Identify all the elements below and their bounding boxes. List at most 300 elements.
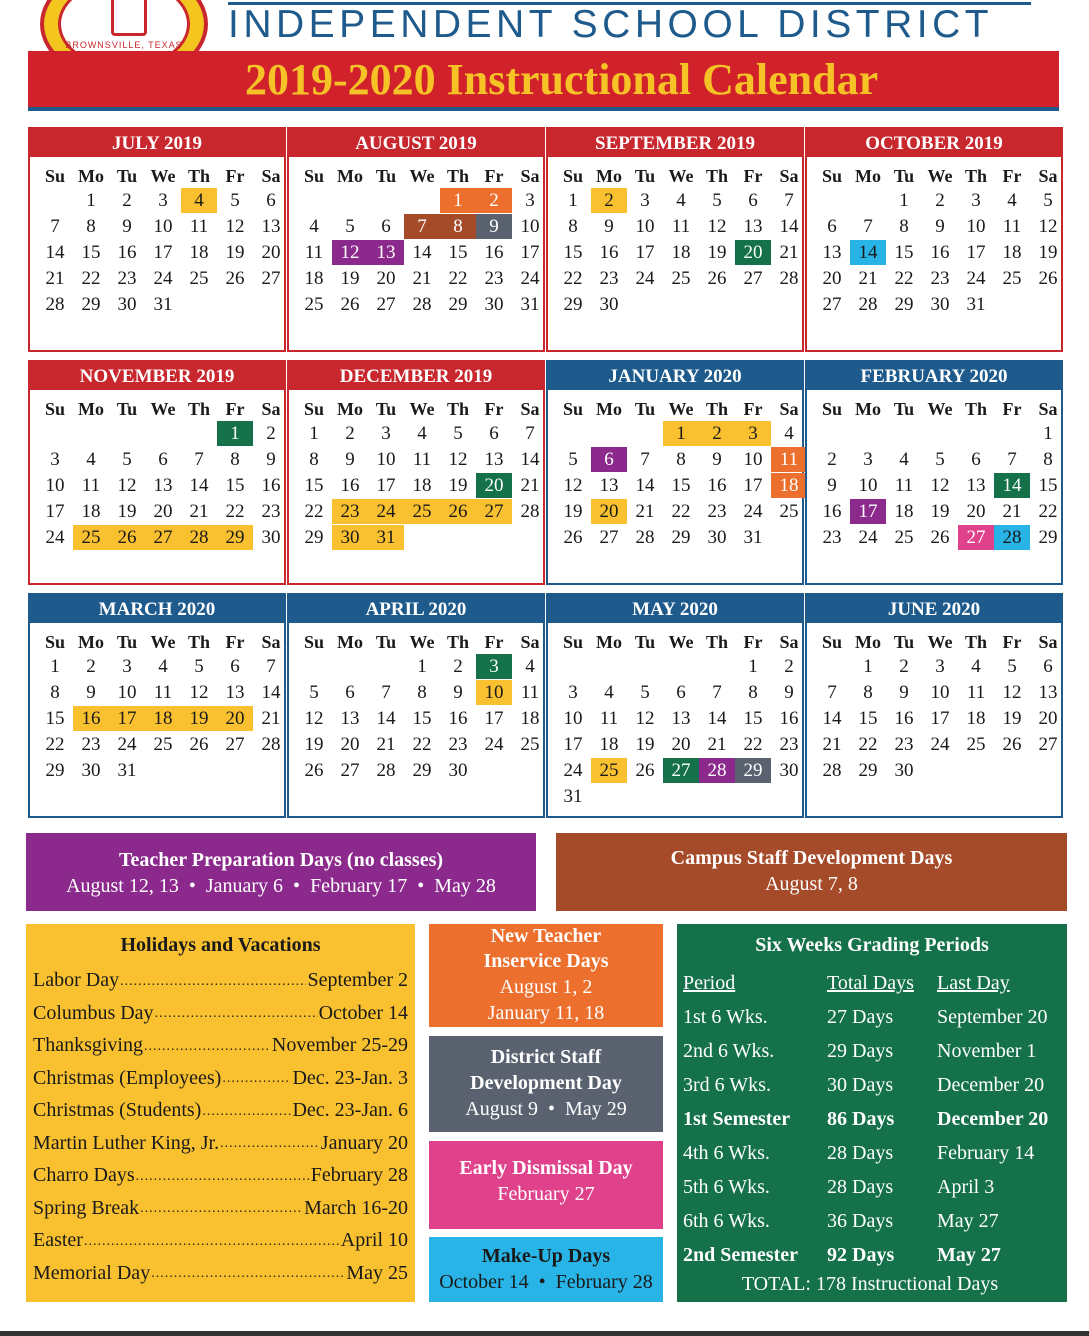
weekday-label: Th	[705, 166, 729, 186]
day-cell: 21	[376, 734, 396, 755]
holiday-date: September 2	[307, 969, 408, 991]
day-cell: 24	[563, 760, 583, 781]
holidays-box	[26, 924, 415, 1302]
day-cell: 23	[332, 499, 368, 524]
day-cell: 25	[73, 525, 109, 550]
holiday-date: Dec. 23-Jan. 3	[292, 1066, 408, 1089]
weekday-label: Tu	[116, 399, 138, 419]
day-cell: 13	[368, 240, 404, 265]
day-cell: 10	[45, 475, 65, 496]
day-cell: 18	[894, 501, 914, 522]
weekday-label: Sa	[520, 399, 540, 419]
day-cell: 6	[1043, 656, 1053, 677]
day-cell: 12	[635, 708, 655, 729]
empty-cell	[404, 188, 440, 213]
weekday-label: Mo	[596, 166, 622, 186]
day-grid	[807, 654, 1061, 784]
day-cell: 5	[345, 216, 355, 237]
day-cell: 7	[863, 216, 873, 237]
day-cell: 11	[894, 475, 914, 496]
empty-cell	[37, 188, 73, 213]
day-grid	[548, 654, 802, 810]
weekday-label: We	[409, 632, 435, 652]
day-cell: 9	[827, 475, 837, 496]
grading-row	[683, 1204, 1067, 1238]
empty-cell	[109, 421, 145, 446]
day-cell: 16	[599, 242, 619, 263]
weekday-label: Tu	[634, 632, 656, 652]
day-cell: 25	[591, 758, 627, 783]
holiday-date: Dec. 23-Jan. 6	[292, 1099, 408, 1121]
day-cell: 22	[448, 268, 468, 289]
month-title: FEBRUARY 2020	[807, 362, 1061, 390]
day-cell: 8	[899, 216, 909, 237]
day-cell: 2	[699, 421, 735, 446]
month-11	[805, 593, 1063, 818]
new-teacher-title-2: Inservice Days	[483, 950, 609, 972]
weekday-label: We	[668, 166, 694, 186]
weekday-header	[289, 397, 543, 421]
day-cell: 17	[109, 706, 145, 731]
day-cell: 16	[930, 242, 950, 263]
weekday-label: Sa	[1038, 166, 1058, 186]
day-cell: 25	[671, 268, 691, 289]
seal-text: BROWNSVILLE, TEXAS	[65, 40, 183, 50]
day-cell: 2	[591, 188, 627, 213]
weekday-label: We	[409, 399, 435, 419]
day-cell: 15	[858, 708, 878, 729]
weekday-label: Sa	[1038, 632, 1058, 652]
grading-last-day: December 20	[937, 1108, 1049, 1130]
day-cell: 21	[412, 268, 432, 289]
teacher-prep-dates: August 12, 13 • January 6 • February 17 • May 28	[66, 875, 496, 897]
day-cell: 2	[476, 188, 512, 213]
day-cell: 20	[340, 734, 360, 755]
day-cell: 23	[448, 734, 468, 755]
day-cell: 18	[966, 708, 986, 729]
weekday-header	[548, 164, 802, 188]
day-cell: 18	[145, 706, 181, 731]
day-cell: 15	[45, 708, 65, 729]
day-cell: 14	[261, 682, 281, 703]
day-cell: 24	[743, 501, 763, 522]
day-cell: 4	[86, 449, 96, 470]
weekday-label: Fr	[484, 399, 504, 419]
day-cell: 30	[930, 294, 950, 315]
day-cell: 19	[225, 242, 245, 263]
day-cell: 26	[930, 527, 950, 548]
weekday-label: Mo	[337, 166, 363, 186]
holiday-row	[33, 1257, 408, 1290]
grading-last-day: December 20	[937, 1074, 1045, 1096]
day-cell: 3	[568, 682, 578, 703]
day-cell: 3	[640, 190, 650, 211]
leader-dots	[220, 1133, 320, 1155]
month-2	[546, 127, 804, 352]
day-cell: 25	[153, 734, 173, 755]
day-grid	[807, 421, 1061, 551]
day-cell: 30	[484, 294, 504, 315]
day-cell: 1	[748, 656, 758, 677]
month-9	[287, 593, 545, 818]
weekday-label: Su	[303, 632, 325, 652]
day-cell: 2	[345, 423, 355, 444]
weekday-label: Su	[44, 166, 66, 186]
day-cell: 27	[822, 294, 842, 315]
makeup-days-dates: October 14 • February 28	[439, 1271, 653, 1293]
day-cell: 21	[520, 475, 540, 496]
weekday-label: Fr	[1002, 166, 1022, 186]
weekday-label: Fr	[1002, 399, 1022, 419]
day-cell: 3	[122, 656, 132, 677]
weekday-label: Tu	[893, 632, 915, 652]
empty-cell	[368, 654, 404, 679]
weekday-label: Su	[821, 399, 843, 419]
month-5	[287, 360, 545, 585]
grading-last-day: November 1	[937, 1040, 1037, 1062]
campus-staff-box	[556, 833, 1067, 911]
grading-row	[683, 1000, 1067, 1034]
district-staff-dates: August 9 • May 29	[465, 1098, 627, 1120]
holiday-row	[33, 1192, 408, 1225]
day-cell: 3	[476, 654, 512, 679]
holiday-row	[33, 1029, 408, 1062]
weekday-label: Fr	[225, 166, 245, 186]
day-cell: 26	[109, 525, 145, 550]
day-cell: 16	[448, 708, 468, 729]
day-cell: 5	[640, 682, 650, 703]
day-cell: 13	[261, 216, 281, 237]
day-cell: 24	[930, 734, 950, 755]
day-cell: 14	[520, 449, 540, 470]
weekday-label: Fr	[743, 632, 763, 652]
month-7	[805, 360, 1063, 585]
day-cell: 14	[635, 475, 655, 496]
weekday-label: We	[927, 632, 953, 652]
day-cell: 29	[735, 758, 771, 783]
weekday-label: Tu	[893, 166, 915, 186]
day-cell: 26	[304, 760, 324, 781]
day-cell: 1	[568, 190, 578, 211]
day-grid	[289, 421, 543, 551]
weekday-label: Su	[562, 166, 584, 186]
day-cell: 25	[520, 734, 540, 755]
weekday-label: Su	[303, 399, 325, 419]
holiday-row	[33, 1159, 408, 1192]
day-cell: 15	[225, 475, 245, 496]
grading-title: Six Weeks Grading Periods	[755, 934, 989, 956]
day-cell: 24	[858, 527, 878, 548]
month-3	[805, 127, 1063, 352]
seal-emblem-icon	[111, 0, 147, 36]
day-cell: 26	[563, 527, 583, 548]
weekday-header	[289, 630, 543, 654]
day-cell: 23	[261, 501, 281, 522]
campus-staff-dates: August 7, 8	[765, 873, 858, 895]
day-cell: 26	[1002, 734, 1022, 755]
day-cell: 20	[822, 268, 842, 289]
day-cell: 21	[858, 268, 878, 289]
grading-last-day: September 20	[937, 1006, 1048, 1028]
day-cell: 8	[230, 449, 240, 470]
weekday-label: Su	[44, 632, 66, 652]
day-cell: 13	[599, 475, 619, 496]
day-cell: 7	[712, 682, 722, 703]
day-cell: 7	[266, 656, 276, 677]
day-cell: 7	[827, 682, 837, 703]
page-bottom-rule	[0, 1331, 1089, 1336]
day-cell: 1	[417, 656, 427, 677]
weekday-label: Th	[705, 632, 729, 652]
day-cell: 16	[779, 708, 799, 729]
weekday-label: Sa	[261, 399, 281, 419]
day-cell: 29	[448, 294, 468, 315]
day-cell: 12	[332, 240, 368, 265]
day-cell: 28	[181, 525, 217, 550]
day-grid	[30, 654, 284, 784]
day-cell: 6	[748, 190, 758, 211]
day-cell: 29	[45, 760, 65, 781]
grading-period: 2nd 6 Wks.	[683, 1040, 775, 1062]
grading-header-total: Total Days	[827, 972, 914, 994]
day-cell: 10	[858, 475, 878, 496]
day-cell: 4	[309, 216, 319, 237]
holiday-name: Labor Day	[33, 969, 120, 991]
day-cell: 6	[266, 190, 276, 211]
weekday-label: Tu	[893, 399, 915, 419]
grading-total-days: 92 Days	[827, 1244, 895, 1266]
weekday-label: Th	[964, 166, 988, 186]
day-cell: 20	[1038, 708, 1058, 729]
day-cell: 4	[417, 423, 427, 444]
day-cell: 24	[117, 734, 137, 755]
district-name: INDEPENDENT SCHOOL DISTRICT	[228, 3, 994, 46]
teacher-prep-title: Teacher Preparation Days (no classes)	[118, 849, 444, 871]
day-grid	[548, 421, 802, 551]
weekday-label: Th	[446, 632, 470, 652]
day-cell: 4	[525, 656, 535, 677]
day-cell: 21	[779, 242, 799, 263]
day-cell: 5	[194, 656, 204, 677]
day-cell: 18	[520, 708, 540, 729]
day-cell: 11	[599, 708, 619, 729]
day-cell: 11	[520, 682, 540, 703]
weekday-label: Sa	[261, 632, 281, 652]
holiday-row	[33, 1127, 408, 1160]
grading-periods-box	[677, 924, 1067, 1302]
day-cell: 24	[153, 268, 173, 289]
weekday-header	[30, 164, 284, 188]
day-cell: 22	[412, 734, 432, 755]
weekday-label: We	[927, 166, 953, 186]
month-1	[287, 127, 545, 352]
holiday-name: Thanksgiving	[33, 1034, 143, 1056]
day-cell: 10	[153, 216, 173, 237]
day-cell: 4	[604, 682, 614, 703]
grading-period: 4th 6 Wks.	[683, 1142, 770, 1164]
day-cell: 3	[50, 449, 60, 470]
grading-total-days: 28 Days	[827, 1142, 894, 1164]
day-cell: 19	[563, 501, 583, 522]
day-cell: 5	[122, 449, 132, 470]
weekday-label: We	[150, 632, 176, 652]
day-cell: 7	[404, 214, 440, 239]
day-cell: 30	[448, 760, 468, 781]
weekday-label: We	[150, 166, 176, 186]
day-cell: 8	[440, 214, 476, 239]
grading-header-last: Last Day	[937, 972, 1010, 994]
day-cell: 18	[304, 268, 324, 289]
holiday-row	[33, 1062, 408, 1095]
day-cell: 13	[484, 449, 504, 470]
day-cell: 7	[640, 449, 650, 470]
day-cell: 14	[850, 240, 886, 265]
grading-period: 2nd Semester	[683, 1244, 798, 1266]
day-cell: 8	[1043, 449, 1053, 470]
day-grid	[548, 188, 802, 318]
empty-cell	[555, 421, 591, 446]
day-cell: 8	[748, 682, 758, 703]
day-cell: 30	[261, 527, 281, 548]
day-cell: 18	[412, 475, 432, 496]
day-cell: 7	[1007, 449, 1017, 470]
day-cell: 28	[779, 268, 799, 289]
day-cell: 21	[635, 501, 655, 522]
day-cell: 28	[376, 760, 396, 781]
day-cell: 9	[935, 216, 945, 237]
day-cell: 3	[935, 656, 945, 677]
day-cell: 8	[863, 682, 873, 703]
day-cell: 30	[779, 760, 799, 781]
grading-period: 5th 6 Wks.	[683, 1176, 770, 1198]
day-cell: 19	[117, 501, 137, 522]
day-cell: 29	[858, 760, 878, 781]
day-cell: 11	[771, 447, 807, 472]
day-cell: 4	[158, 656, 168, 677]
day-cell: 12	[448, 449, 468, 470]
grading-last-day: February 14	[937, 1142, 1035, 1164]
new-teacher-date-1: August 1, 2	[499, 976, 593, 998]
weekday-label: Su	[562, 399, 584, 419]
day-cell: 4	[676, 190, 686, 211]
day-cell: 8	[676, 449, 686, 470]
day-cell: 6	[489, 423, 499, 444]
day-cell: 2	[122, 190, 132, 211]
day-cell: 16	[117, 242, 137, 263]
day-cell: 6	[345, 682, 355, 703]
day-cell: 1	[217, 421, 253, 446]
weekday-label: Th	[446, 399, 470, 419]
day-cell: 31	[563, 786, 583, 807]
grading-period: 3rd 6 Wks.	[683, 1074, 771, 1096]
day-cell: 19	[707, 242, 727, 263]
day-cell: 23	[599, 268, 619, 289]
day-cell: 16	[894, 708, 914, 729]
weekday-header	[548, 630, 802, 654]
day-cell: 19	[1002, 708, 1022, 729]
grading-header-row	[683, 966, 1067, 1000]
empty-cell	[296, 654, 332, 679]
holiday-name: Christmas (Employees)	[33, 1066, 222, 1089]
weekday-label: Tu	[375, 166, 397, 186]
month-0	[28, 127, 286, 352]
day-cell: 25	[189, 268, 209, 289]
day-cell: 23	[779, 734, 799, 755]
day-cell: 9	[122, 216, 132, 237]
holiday-row	[33, 997, 408, 1030]
weekday-label: Mo	[855, 632, 881, 652]
day-cell: 19	[1038, 242, 1058, 263]
day-cell: 9	[784, 682, 794, 703]
day-cell: 11	[412, 449, 432, 470]
day-cell: 14	[376, 708, 396, 729]
day-grid	[30, 421, 284, 551]
weekday-label: Fr	[225, 399, 245, 419]
grading-period: 6th 6 Wks.	[683, 1210, 770, 1232]
day-cell: 2	[935, 190, 945, 211]
day-cell: 17	[635, 242, 655, 263]
day-cell: 27	[663, 758, 699, 783]
new-teacher-title-1: New Teacher	[490, 925, 602, 947]
grading-row	[683, 1136, 1067, 1170]
day-cell: 14	[707, 708, 727, 729]
grading-total-days: 28 Days	[827, 1176, 894, 1198]
holiday-name: Columbus Day	[33, 1001, 154, 1024]
day-cell: 19	[448, 475, 468, 496]
grading-row	[683, 1238, 1067, 1272]
day-cell: 24	[368, 499, 404, 524]
grading-last-day: May 27	[937, 1244, 1001, 1266]
empty-cell	[699, 654, 735, 679]
day-cell: 1	[1043, 423, 1053, 444]
day-grid	[807, 188, 1061, 318]
day-cell: 17	[45, 501, 65, 522]
day-cell: 27	[743, 268, 763, 289]
day-cell: 14	[45, 242, 65, 263]
weekday-label: Sa	[520, 632, 540, 652]
day-cell: 9	[476, 214, 512, 239]
day-cell: 11	[81, 475, 101, 496]
day-cell: 18	[81, 501, 101, 522]
day-cell: 19	[635, 734, 655, 755]
day-cell: 17	[930, 708, 950, 729]
grading-total-days: 86 Days	[827, 1108, 895, 1130]
page-title: 2019-2020 Instructional Calendar	[245, 55, 879, 104]
month-title: SEPTEMBER 2019	[548, 129, 802, 157]
empty-cell	[627, 654, 663, 679]
day-cell: 20	[261, 242, 281, 263]
day-cell: 19	[304, 734, 324, 755]
teacher-prep-box	[26, 833, 536, 911]
holiday-name: Memorial Day	[33, 1261, 151, 1284]
empty-cell	[850, 188, 886, 213]
weekday-label: Fr	[484, 632, 504, 652]
day-cell: 15	[671, 475, 691, 496]
day-cell: 15	[894, 242, 914, 263]
day-cell: 23	[822, 527, 842, 548]
day-cell: 29	[412, 760, 432, 781]
day-cell: 21	[707, 734, 727, 755]
day-cell: 7	[784, 190, 794, 211]
day-cell: 27	[1038, 734, 1058, 755]
grading-row	[683, 1034, 1067, 1068]
leader-dots	[136, 1166, 310, 1188]
district-staff-box	[429, 1036, 663, 1132]
day-cell: 5	[453, 423, 463, 444]
month-8	[28, 593, 286, 818]
holiday-date: May 25	[346, 1261, 408, 1284]
holiday-date: March 16-20	[304, 1196, 408, 1219]
